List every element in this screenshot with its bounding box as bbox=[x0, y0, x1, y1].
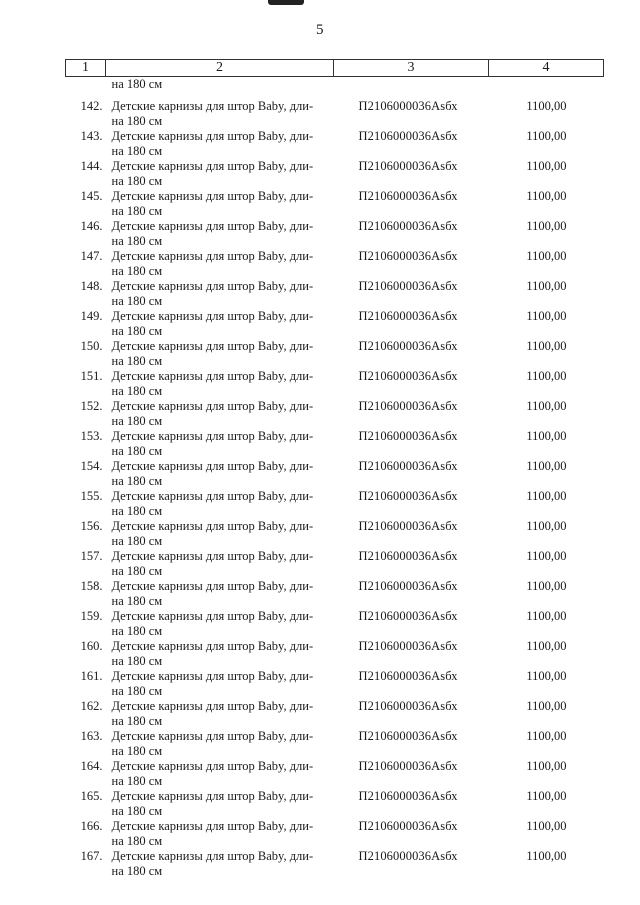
table-row bbox=[66, 219, 604, 249]
table-row bbox=[66, 369, 604, 399]
row-number: 167. bbox=[80, 849, 103, 863]
row-description bbox=[106, 159, 334, 189]
row-number: 162. bbox=[80, 699, 103, 713]
row-price: 1100,00 bbox=[526, 849, 567, 863]
row-code: П2106000036Asбх bbox=[358, 339, 458, 353]
row-description bbox=[106, 759, 334, 789]
table-row bbox=[66, 459, 604, 489]
description-line-2: на 180 см bbox=[111, 863, 163, 878]
row-price: 1100,00 bbox=[526, 819, 567, 833]
description-line-1: Детские карнизы для штор Baby, дли- bbox=[111, 369, 314, 383]
row-price: 1100,00 bbox=[526, 279, 567, 293]
description-line-1: Детские карнизы для штор Baby, дли- bbox=[111, 579, 314, 593]
row-description bbox=[106, 519, 334, 549]
row-code: П2106000036Asбх bbox=[358, 819, 458, 833]
row-price: 1100,00 bbox=[526, 729, 567, 743]
continuation-num-cell bbox=[66, 77, 106, 100]
table-row bbox=[66, 519, 604, 549]
description-line-2: на 180 см bbox=[111, 323, 163, 338]
row-price: 1100,00 bbox=[526, 699, 567, 713]
row-price: 1100,00 bbox=[526, 759, 567, 773]
table-row bbox=[66, 789, 604, 819]
table-row bbox=[66, 609, 604, 639]
row-price: 1100,00 bbox=[526, 489, 567, 503]
description-line-1: Детские карнизы для штор Baby, дли- bbox=[111, 339, 314, 353]
row-number: 148. bbox=[80, 279, 103, 293]
row-code: П2106000036Asбх bbox=[358, 399, 458, 413]
row-number: 164. bbox=[80, 759, 103, 773]
description-line-2: на 180 см bbox=[111, 473, 163, 488]
description-line-1: Детские карнизы для штор Baby, дли- bbox=[111, 249, 314, 263]
row-description bbox=[106, 219, 334, 249]
header-col-3: 3 bbox=[334, 60, 489, 77]
description-line-1: Детские карнизы для штор Baby, дли- bbox=[111, 159, 314, 173]
row-code: П2106000036Asбх bbox=[358, 789, 458, 803]
row-code: П2106000036Asбх bbox=[358, 159, 458, 173]
description-line-1: Детские карнизы для штор Baby, дли- bbox=[111, 129, 314, 143]
row-code: П2106000036Asбх bbox=[358, 699, 458, 713]
description-line-2: на 180 см bbox=[111, 443, 163, 458]
row-description bbox=[106, 309, 334, 339]
description-line-1: Детские карнизы для штор Baby, дли- bbox=[111, 459, 314, 473]
description-line-2: на 180 см bbox=[111, 143, 163, 158]
row-number: 142. bbox=[80, 99, 103, 113]
row-number: 163. bbox=[80, 729, 103, 743]
row-code: П2106000036Asбх bbox=[358, 639, 458, 653]
description-line-1: Детские карнизы для штор Baby, дли- bbox=[111, 279, 314, 293]
row-price: 1100,00 bbox=[526, 459, 567, 473]
row-price: 1100,00 bbox=[526, 309, 567, 323]
continuation-text: на 180 см bbox=[111, 77, 163, 91]
row-price: 1100,00 bbox=[526, 339, 567, 353]
row-description bbox=[106, 459, 334, 489]
row-code: П2106000036Asбх bbox=[358, 459, 458, 473]
row-number: 165. bbox=[80, 789, 103, 803]
row-price: 1100,00 bbox=[526, 519, 567, 533]
description-line-1: Детские карнизы для штор Baby, дли- bbox=[111, 609, 314, 623]
description-line-1: Детские карнизы для штор Baby, дли- bbox=[111, 669, 314, 683]
row-number: 149. bbox=[80, 309, 103, 323]
description-line-2: на 180 см bbox=[111, 293, 163, 308]
description-line-1: Детские карнизы для штор Baby, дли- bbox=[111, 399, 314, 413]
description-line-1: Детские карнизы для штор Baby, дли- bbox=[111, 849, 314, 863]
row-code: П2106000036Asбх bbox=[358, 669, 458, 683]
row-number: 159. bbox=[80, 609, 103, 623]
description-line-1: Детские карнизы для штор Baby, дли- bbox=[111, 99, 314, 113]
row-code: П2106000036Asбх bbox=[358, 489, 458, 503]
row-code: П2106000036Asбх bbox=[358, 519, 458, 533]
row-description bbox=[106, 639, 334, 669]
continuation-row bbox=[66, 77, 604, 100]
description-line-1: Детские карнизы для штор Baby, дли- bbox=[111, 429, 314, 443]
items-table bbox=[65, 59, 604, 879]
row-price: 1100,00 bbox=[526, 429, 567, 443]
table-row bbox=[66, 309, 604, 339]
row-number: 150. bbox=[80, 339, 103, 353]
row-price: 1100,00 bbox=[526, 609, 567, 623]
row-code: П2106000036Asбх bbox=[358, 189, 458, 203]
row-code: П2106000036Asбх bbox=[358, 609, 458, 623]
table-row bbox=[66, 729, 604, 759]
description-line-2: на 180 см bbox=[111, 653, 163, 668]
row-description bbox=[106, 579, 334, 609]
table-header bbox=[66, 60, 604, 77]
row-number: 161. bbox=[80, 669, 103, 683]
row-number: 166. bbox=[80, 819, 103, 833]
description-line-2: на 180 см bbox=[111, 413, 163, 428]
row-price: 1100,00 bbox=[526, 369, 567, 383]
row-price: 1100,00 bbox=[526, 189, 567, 203]
description-line-1: Детские карнизы для штор Baby, дли- bbox=[111, 639, 314, 653]
description-line-2: на 180 см bbox=[111, 593, 163, 608]
row-description bbox=[106, 849, 334, 879]
description-line-1: Детские карнизы для штор Baby, дли- bbox=[111, 759, 314, 773]
description-line-2: на 180 см bbox=[111, 833, 163, 848]
description-line-2: на 180 см bbox=[111, 113, 163, 128]
description-line-1: Детские карнизы для штор Baby, дли- bbox=[111, 189, 314, 203]
page-number: 5 bbox=[316, 22, 324, 38]
row-price: 1100,00 bbox=[526, 789, 567, 803]
description-line-2: на 180 см bbox=[111, 263, 163, 278]
table-row bbox=[66, 489, 604, 519]
row-description bbox=[106, 189, 334, 219]
description-line-2: на 180 см bbox=[111, 803, 163, 818]
row-description bbox=[106, 549, 334, 579]
continuation-code-cell bbox=[334, 77, 489, 100]
description-line-1: Детские карнизы для штор Baby, дли- bbox=[111, 789, 314, 803]
row-code: П2106000036Asбх bbox=[358, 99, 458, 113]
description-line-2: на 180 см bbox=[111, 503, 163, 518]
description-line-2: на 180 см bbox=[111, 173, 163, 188]
table-row bbox=[66, 549, 604, 579]
items-table-wrapper bbox=[65, 59, 603, 879]
row-description bbox=[106, 429, 334, 459]
description-line-1: Детские карнизы для штор Baby, дли- bbox=[111, 309, 314, 323]
row-price: 1100,00 bbox=[526, 579, 567, 593]
row-number: 157. bbox=[80, 549, 103, 563]
row-number: 153. bbox=[80, 429, 103, 443]
row-code: П2106000036Asбх bbox=[358, 129, 458, 143]
header-row bbox=[66, 60, 604, 77]
description-line-1: Детские карнизы для штор Baby, дли- bbox=[111, 699, 314, 713]
row-description bbox=[106, 279, 334, 309]
row-price: 1100,00 bbox=[526, 249, 567, 263]
table-row bbox=[66, 759, 604, 789]
description-line-1: Детские карнизы для штор Baby, дли- bbox=[111, 489, 314, 503]
table-row bbox=[66, 249, 604, 279]
table-row bbox=[66, 639, 604, 669]
description-line-2: на 180 см bbox=[111, 623, 163, 638]
row-code: П2106000036Asбх bbox=[358, 849, 458, 863]
row-description bbox=[106, 489, 334, 519]
table-row bbox=[66, 669, 604, 699]
row-code: П2106000036Asбх bbox=[358, 309, 458, 323]
row-description bbox=[106, 339, 334, 369]
row-price: 1100,00 bbox=[526, 99, 567, 113]
table-row bbox=[66, 819, 604, 849]
description-line-2: на 180 см bbox=[111, 563, 163, 578]
row-description bbox=[106, 699, 334, 729]
header-col-4: 4 bbox=[489, 60, 604, 77]
row-description bbox=[106, 729, 334, 759]
description-line-2: на 180 см bbox=[111, 743, 163, 758]
row-number: 144. bbox=[80, 159, 103, 173]
row-number: 160. bbox=[80, 639, 103, 653]
row-code: П2106000036Asбх bbox=[358, 729, 458, 743]
row-price: 1100,00 bbox=[526, 159, 567, 173]
row-code: П2106000036Asбх bbox=[358, 369, 458, 383]
row-code: П2106000036Asбх bbox=[358, 279, 458, 293]
row-number: 147. bbox=[80, 249, 103, 263]
description-line-2: на 180 см bbox=[111, 203, 163, 218]
header-col-2: 2 bbox=[106, 60, 334, 77]
description-line-1: Детские карнизы для штор Baby, дли- bbox=[111, 219, 314, 233]
description-line-2: на 180 см bbox=[111, 353, 163, 368]
table-row bbox=[66, 429, 604, 459]
header-col-1: 1 bbox=[66, 60, 106, 77]
row-code: П2106000036Asбх bbox=[358, 249, 458, 263]
description-line-2: на 180 см bbox=[111, 683, 163, 698]
table-row bbox=[66, 399, 604, 429]
row-code: П2106000036Asбх bbox=[358, 549, 458, 563]
row-price: 1100,00 bbox=[526, 399, 567, 413]
description-line-2: на 180 см bbox=[111, 713, 163, 728]
table-body bbox=[66, 77, 604, 880]
row-number: 151. bbox=[80, 369, 103, 383]
table-row bbox=[66, 159, 604, 189]
row-description bbox=[106, 129, 334, 159]
row-number: 155. bbox=[80, 489, 103, 503]
row-description bbox=[106, 369, 334, 399]
row-description bbox=[106, 669, 334, 699]
row-number: 145. bbox=[80, 189, 103, 203]
row-price: 1100,00 bbox=[526, 219, 567, 233]
row-price: 1100,00 bbox=[526, 129, 567, 143]
row-number: 158. bbox=[80, 579, 103, 593]
table-row bbox=[66, 279, 604, 309]
continuation-price-cell bbox=[489, 77, 604, 100]
row-description bbox=[106, 249, 334, 279]
table-row bbox=[66, 339, 604, 369]
row-description bbox=[106, 819, 334, 849]
row-code: П2106000036Asбх bbox=[358, 429, 458, 443]
table-row bbox=[66, 579, 604, 609]
row-code: П2106000036Asбх bbox=[358, 219, 458, 233]
description-line-1: Детские карнизы для штор Baby, дли- bbox=[111, 519, 314, 533]
row-number: 152. bbox=[80, 399, 103, 413]
row-description bbox=[106, 789, 334, 819]
description-line-2: на 180 см bbox=[111, 533, 163, 548]
row-number: 156. bbox=[80, 519, 103, 533]
table-row bbox=[66, 99, 604, 129]
row-price: 1100,00 bbox=[526, 669, 567, 683]
description-line-2: на 180 см bbox=[111, 773, 163, 788]
row-description bbox=[106, 399, 334, 429]
row-price: 1100,00 bbox=[526, 549, 567, 563]
row-description bbox=[106, 609, 334, 639]
row-description bbox=[106, 99, 334, 129]
table-row bbox=[66, 189, 604, 219]
row-number: 154. bbox=[80, 459, 103, 473]
table-row bbox=[66, 129, 604, 159]
scan-artifact-mark bbox=[268, 0, 304, 5]
row-number: 146. bbox=[80, 219, 103, 233]
description-line-1: Детские карнизы для штор Baby, дли- bbox=[111, 549, 314, 563]
table-row bbox=[66, 849, 604, 879]
description-line-1: Детские карнизы для штор Baby, дли- bbox=[111, 819, 314, 833]
row-price: 1100,00 bbox=[526, 639, 567, 653]
row-code: П2106000036Asбх bbox=[358, 759, 458, 773]
row-code: П2106000036Asбх bbox=[358, 579, 458, 593]
description-line-1: Детские карнизы для штор Baby, дли- bbox=[111, 729, 314, 743]
table-row bbox=[66, 699, 604, 729]
description-line-2: на 180 см bbox=[111, 383, 163, 398]
row-number: 143. bbox=[80, 129, 103, 143]
description-line-2: на 180 см bbox=[111, 233, 163, 248]
